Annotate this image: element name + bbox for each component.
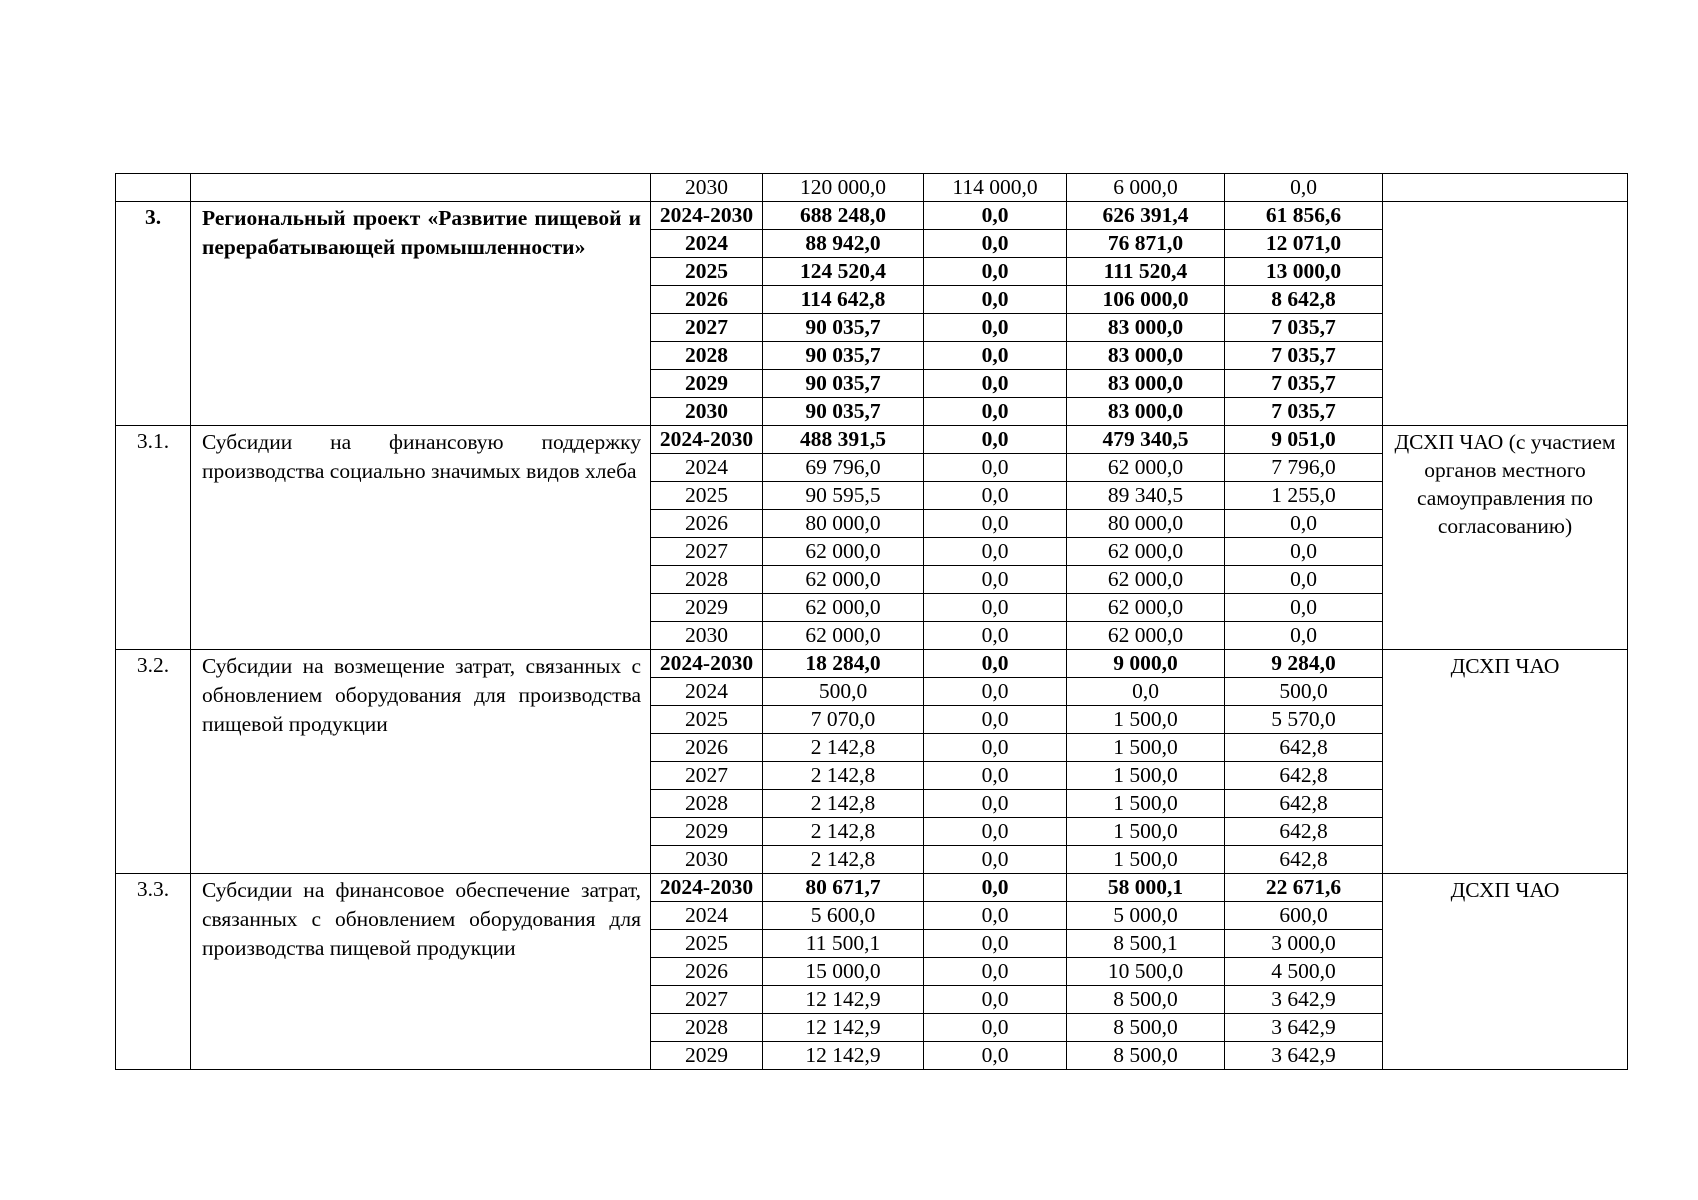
year-cell: 2030 xyxy=(651,622,763,650)
local-cell: 642,8 xyxy=(1225,818,1383,846)
total-cell: 2 142,8 xyxy=(763,762,924,790)
section-name: Субсидии на финансовое обеспечение затрат, связанных с обновлением оборудования для производства пищевой продукции xyxy=(191,874,651,1070)
federal-cell: 0,0 xyxy=(924,818,1067,846)
federal-cell: 0,0 xyxy=(924,622,1067,650)
regional-cell: 1 500,0 xyxy=(1067,818,1225,846)
regional-cell: 111 520,4 xyxy=(1067,258,1225,286)
total-cell: 5 600,0 xyxy=(763,902,924,930)
section-name: Субсидии на финансовую поддержку производства социально значимых видов хлеба xyxy=(191,426,651,650)
total-cell: 2 142,8 xyxy=(763,790,924,818)
year-cell: 2030 xyxy=(651,398,763,426)
local-cell: 1 255,0 xyxy=(1225,482,1383,510)
federal-cell: 0,0 xyxy=(924,1042,1067,1070)
federal-cell: 0,0 xyxy=(924,510,1067,538)
total-cell: 80 000,0 xyxy=(763,510,924,538)
regional-cell: 76 871,0 xyxy=(1067,230,1225,258)
regional-cell: 5 000,0 xyxy=(1067,902,1225,930)
total-cell: 488 391,5 xyxy=(763,426,924,454)
local-cell: 61 856,6 xyxy=(1225,202,1383,230)
regional-cell: 0,0 xyxy=(1067,678,1225,706)
federal-cell: 0,0 xyxy=(924,762,1067,790)
year-cell: 2028 xyxy=(651,790,763,818)
federal-cell: 0,0 xyxy=(924,930,1067,958)
total-cell: 90 595,5 xyxy=(763,482,924,510)
total-cell: 12 142,9 xyxy=(763,1014,924,1042)
local-cell: 9 284,0 xyxy=(1225,650,1383,678)
federal-cell: 114 000,0 xyxy=(924,174,1067,202)
num-cell xyxy=(116,174,191,202)
total-cell: 12 142,9 xyxy=(763,986,924,1014)
local-cell: 12 071,0 xyxy=(1225,230,1383,258)
regional-cell: 8 500,1 xyxy=(1067,930,1225,958)
total-cell: 69 796,0 xyxy=(763,454,924,482)
total-cell: 2 142,8 xyxy=(763,734,924,762)
local-cell: 0,0 xyxy=(1225,538,1383,566)
regional-cell: 8 500,0 xyxy=(1067,986,1225,1014)
federal-cell: 0,0 xyxy=(924,538,1067,566)
regional-cell: 62 000,0 xyxy=(1067,454,1225,482)
total-cell: 62 000,0 xyxy=(763,538,924,566)
regional-cell: 80 000,0 xyxy=(1067,510,1225,538)
regional-cell: 83 000,0 xyxy=(1067,370,1225,398)
year-cell: 2028 xyxy=(651,566,763,594)
local-cell: 22 671,6 xyxy=(1225,874,1383,902)
executor-cell: ДСХП ЧАО (с участием органов местного самоуправления по согласованию) xyxy=(1383,426,1628,650)
federal-cell: 0,0 xyxy=(924,426,1067,454)
federal-cell: 0,0 xyxy=(924,230,1067,258)
regional-cell: 1 500,0 xyxy=(1067,734,1225,762)
year-cell: 2029 xyxy=(651,818,763,846)
federal-cell: 0,0 xyxy=(924,678,1067,706)
federal-cell: 0,0 xyxy=(924,594,1067,622)
year-cell: 2029 xyxy=(651,594,763,622)
table-row xyxy=(116,174,1628,202)
section-number: 3. xyxy=(116,202,191,426)
year-cell: 2026 xyxy=(651,286,763,314)
year-cell: 2026 xyxy=(651,958,763,986)
table-row xyxy=(116,202,1628,230)
regional-cell: 8 500,0 xyxy=(1067,1014,1225,1042)
local-cell: 3 642,9 xyxy=(1225,1014,1383,1042)
total-cell: 2 142,8 xyxy=(763,846,924,874)
local-cell: 7 035,7 xyxy=(1225,398,1383,426)
year-cell: 2025 xyxy=(651,930,763,958)
local-cell: 600,0 xyxy=(1225,902,1383,930)
federal-cell: 0,0 xyxy=(924,370,1067,398)
executor-cell xyxy=(1383,174,1628,202)
year-cell: 2024 xyxy=(651,678,763,706)
section-name: Субсидии на возмещение затрат, связанных с обновлением оборудования для производства пищевой продукции xyxy=(191,650,651,874)
year-cell: 2025 xyxy=(651,258,763,286)
total-cell: 88 942,0 xyxy=(763,230,924,258)
federal-cell: 0,0 xyxy=(924,902,1067,930)
section-number: 3.3. xyxy=(116,874,191,1070)
federal-cell: 0,0 xyxy=(924,566,1067,594)
total-cell: 12 142,9 xyxy=(763,1042,924,1070)
total-cell: 62 000,0 xyxy=(763,622,924,650)
total-cell: 500,0 xyxy=(763,678,924,706)
regional-cell: 83 000,0 xyxy=(1067,398,1225,426)
total-cell: 2 142,8 xyxy=(763,818,924,846)
regional-cell: 6 000,0 xyxy=(1067,174,1225,202)
section-number: 3.2. xyxy=(116,650,191,874)
regional-cell: 89 340,5 xyxy=(1067,482,1225,510)
executor-cell: ДСХП ЧАО xyxy=(1383,874,1628,1070)
federal-cell: 0,0 xyxy=(924,258,1067,286)
local-cell: 7 796,0 xyxy=(1225,454,1383,482)
federal-cell: 0,0 xyxy=(924,1014,1067,1042)
regional-cell: 106 000,0 xyxy=(1067,286,1225,314)
year-cell: 2024 xyxy=(651,454,763,482)
federal-cell: 0,0 xyxy=(924,482,1067,510)
regional-cell: 1 500,0 xyxy=(1067,790,1225,818)
federal-cell: 0,0 xyxy=(924,202,1067,230)
year-cell: 2029 xyxy=(651,1042,763,1070)
local-cell: 0,0 xyxy=(1225,622,1383,650)
regional-cell: 83 000,0 xyxy=(1067,342,1225,370)
total-cell: 124 520,4 xyxy=(763,258,924,286)
local-cell: 7 035,7 xyxy=(1225,370,1383,398)
budget-table xyxy=(115,173,1628,1070)
local-cell: 0,0 xyxy=(1225,594,1383,622)
regional-cell: 10 500,0 xyxy=(1067,958,1225,986)
local-cell: 0,0 xyxy=(1225,510,1383,538)
total-cell: 90 035,7 xyxy=(763,370,924,398)
local-cell: 642,8 xyxy=(1225,790,1383,818)
local-cell: 4 500,0 xyxy=(1225,958,1383,986)
year-cell: 2029 xyxy=(651,370,763,398)
federal-cell: 0,0 xyxy=(924,958,1067,986)
federal-cell: 0,0 xyxy=(924,454,1067,482)
section-number: 3.1. xyxy=(116,426,191,650)
total-cell: 18 284,0 xyxy=(763,650,924,678)
section-name: Региональный проект «Развитие пищевой и перерабатывающей промышленности» xyxy=(191,202,651,426)
regional-cell: 626 391,4 xyxy=(1067,202,1225,230)
table-row xyxy=(116,426,1628,454)
federal-cell: 0,0 xyxy=(924,706,1067,734)
executor-cell: ДСХП ЧАО xyxy=(1383,650,1628,874)
total-cell: 688 248,0 xyxy=(763,202,924,230)
year-cell: 2027 xyxy=(651,314,763,342)
federal-cell: 0,0 xyxy=(924,846,1067,874)
year-cell: 2028 xyxy=(651,1014,763,1042)
federal-cell: 0,0 xyxy=(924,734,1067,762)
federal-cell: 0,0 xyxy=(924,286,1067,314)
regional-cell: 58 000,1 xyxy=(1067,874,1225,902)
regional-cell: 1 500,0 xyxy=(1067,706,1225,734)
year-cell: 2025 xyxy=(651,482,763,510)
regional-cell: 62 000,0 xyxy=(1067,538,1225,566)
total-cell: 90 035,7 xyxy=(763,398,924,426)
total-cell: 11 500,1 xyxy=(763,930,924,958)
federal-cell: 0,0 xyxy=(924,398,1067,426)
local-cell: 8 642,8 xyxy=(1225,286,1383,314)
regional-cell: 8 500,0 xyxy=(1067,1042,1225,1070)
year-cell: 2027 xyxy=(651,762,763,790)
local-cell: 642,8 xyxy=(1225,734,1383,762)
total-cell: 15 000,0 xyxy=(763,958,924,986)
total-cell: 62 000,0 xyxy=(763,594,924,622)
year-cell: 2024-2030 xyxy=(651,202,763,230)
federal-cell: 0,0 xyxy=(924,314,1067,342)
regional-cell: 62 000,0 xyxy=(1067,566,1225,594)
local-cell: 642,8 xyxy=(1225,846,1383,874)
year-cell: 2030 xyxy=(651,846,763,874)
regional-cell: 83 000,0 xyxy=(1067,314,1225,342)
total-cell: 120 000,0 xyxy=(763,174,924,202)
year-cell: 2024-2030 xyxy=(651,650,763,678)
name-cell xyxy=(191,174,651,202)
local-cell: 7 035,7 xyxy=(1225,314,1383,342)
federal-cell: 0,0 xyxy=(924,342,1067,370)
local-cell: 3 642,9 xyxy=(1225,1042,1383,1070)
year-cell: 2024 xyxy=(651,902,763,930)
regional-cell: 62 000,0 xyxy=(1067,622,1225,650)
year-cell: 2024 xyxy=(651,230,763,258)
year-cell: 2026 xyxy=(651,510,763,538)
total-cell: 80 671,7 xyxy=(763,874,924,902)
local-cell: 0,0 xyxy=(1225,566,1383,594)
local-cell: 3 000,0 xyxy=(1225,930,1383,958)
federal-cell: 0,0 xyxy=(924,650,1067,678)
federal-cell: 0,0 xyxy=(924,874,1067,902)
federal-cell: 0,0 xyxy=(924,790,1067,818)
federal-cell: 0,0 xyxy=(924,986,1067,1014)
local-cell: 642,8 xyxy=(1225,762,1383,790)
regional-cell: 479 340,5 xyxy=(1067,426,1225,454)
local-cell: 9 051,0 xyxy=(1225,426,1383,454)
year-cell: 2025 xyxy=(651,706,763,734)
total-cell: 62 000,0 xyxy=(763,566,924,594)
year-cell: 2027 xyxy=(651,538,763,566)
local-cell: 3 642,9 xyxy=(1225,986,1383,1014)
local-cell: 7 035,7 xyxy=(1225,342,1383,370)
local-cell: 13 000,0 xyxy=(1225,258,1383,286)
local-cell: 5 570,0 xyxy=(1225,706,1383,734)
executor-cell xyxy=(1383,202,1628,426)
year-cell: 2024-2030 xyxy=(651,874,763,902)
regional-cell: 62 000,0 xyxy=(1067,594,1225,622)
local-cell: 500,0 xyxy=(1225,678,1383,706)
year-cell: 2026 xyxy=(651,734,763,762)
total-cell: 90 035,7 xyxy=(763,342,924,370)
year-cell: 2030 xyxy=(651,174,763,202)
year-cell: 2024-2030 xyxy=(651,426,763,454)
total-cell: 7 070,0 xyxy=(763,706,924,734)
table-row xyxy=(116,650,1628,678)
year-cell: 2028 xyxy=(651,342,763,370)
total-cell: 90 035,7 xyxy=(763,314,924,342)
table-row xyxy=(116,874,1628,902)
regional-cell: 1 500,0 xyxy=(1067,846,1225,874)
local-cell: 0,0 xyxy=(1225,174,1383,202)
total-cell: 114 642,8 xyxy=(763,286,924,314)
regional-cell: 1 500,0 xyxy=(1067,762,1225,790)
regional-cell: 9 000,0 xyxy=(1067,650,1225,678)
year-cell: 2027 xyxy=(651,986,763,1014)
